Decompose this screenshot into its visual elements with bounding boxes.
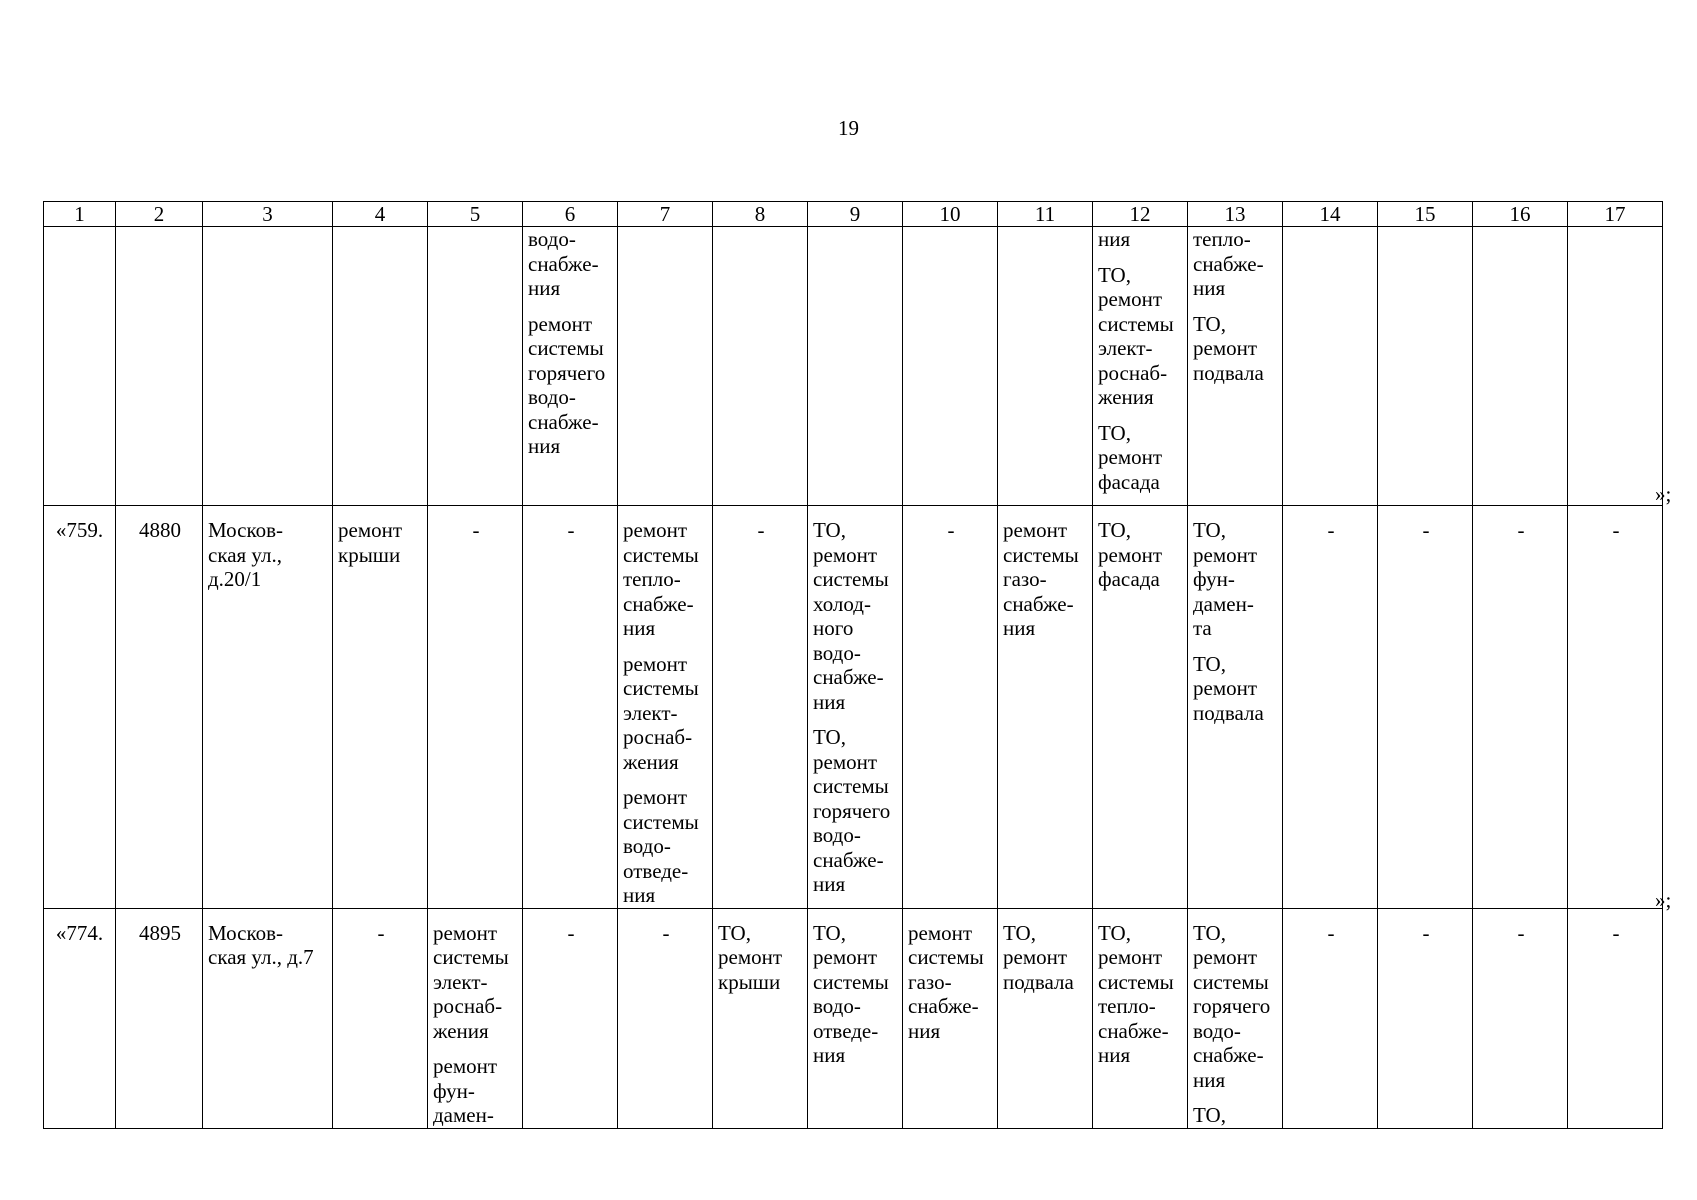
cell-text-block: ТО, ремонт крыши xyxy=(718,920,783,994)
address xyxy=(203,908,333,1128)
repair-schedule-table xyxy=(43,201,1663,1129)
column-header: 7 xyxy=(618,202,713,227)
row-end-quote: »; xyxy=(1655,888,1672,912)
column-header: 5 xyxy=(428,202,523,227)
table-row xyxy=(44,908,1663,1128)
cell-col13 xyxy=(1188,506,1283,909)
cell-text-block: ТО, ремонт системы водо- отведе- ния xyxy=(813,920,889,1067)
row-end-quote: »; xyxy=(1655,482,1672,506)
cell-text-block: ТО, ремонт подвала xyxy=(1003,920,1074,994)
column-header: 17 xyxy=(1568,202,1663,227)
cell-text-block: ТО, ремонт фасада xyxy=(1098,420,1163,494)
cell-text-block: - xyxy=(757,518,765,542)
cell-col10 xyxy=(903,506,998,909)
cell-text-block: ния xyxy=(1098,227,1131,251)
cell-col8 xyxy=(713,908,808,1128)
column-header: 1 xyxy=(44,202,116,227)
column-header: 13 xyxy=(1188,202,1283,227)
cell-text-block: ТО, ремонт фун- дамен- та xyxy=(1193,518,1258,640)
cell-col6 xyxy=(523,506,618,909)
cell-col4 xyxy=(333,908,428,1128)
cell-text-block: ТО, ремонт системы тепло- снабже- ния xyxy=(1098,920,1174,1067)
cell-col9 xyxy=(808,506,903,909)
cell-col14: - xyxy=(1283,506,1378,909)
cell-text-block: Москов- ская ул., д.20/1 xyxy=(208,518,284,591)
cell-col11 xyxy=(998,506,1093,909)
cell-text-block: ТО, ремонт системы горячего водо- снабже- ния xyxy=(813,725,891,896)
cell-col16: - xyxy=(1473,506,1568,909)
cell-col14: - xyxy=(1283,908,1378,1128)
cell-text-block: ремонт системы водо- отведе- ния xyxy=(623,785,699,907)
cell-text-block: - xyxy=(947,518,955,542)
cell-text-block: ТО, ремонт системы холод- ного водо- снабже- ния xyxy=(813,518,889,714)
cell-col9 xyxy=(808,908,903,1128)
cell-text-block: ТО, xyxy=(1193,1103,1226,1127)
cell-col8 xyxy=(713,506,808,909)
column-header: 9 xyxy=(808,202,903,227)
cell-col7 xyxy=(618,506,713,909)
cell-col10 xyxy=(903,908,998,1128)
cell-col6 xyxy=(523,908,618,1128)
cell-col12 xyxy=(1093,908,1188,1128)
cell-text-block: ТО, ремонт фасада xyxy=(1098,518,1163,591)
cell-col17: - xyxy=(1568,908,1663,1128)
cell-col13 xyxy=(1188,908,1283,1128)
cell-text-block: ремонт системы элект- роснаб- жения xyxy=(623,651,699,774)
cell-col11 xyxy=(998,908,1093,1128)
column-header: 11 xyxy=(998,202,1093,227)
column-header: 12 xyxy=(1093,202,1188,227)
cell-text-block: ремонт крыши xyxy=(338,518,403,567)
cell-col12 xyxy=(1093,506,1188,909)
row-number: «759. xyxy=(44,506,116,909)
row-number: «774. xyxy=(44,908,116,1128)
column-header: 6 xyxy=(523,202,618,227)
cell-text-block: Москов- ская ул., д.7 xyxy=(208,920,314,969)
column-header: 4 xyxy=(333,202,428,227)
cell-text-block: - xyxy=(377,920,385,945)
cell-col17: - xyxy=(1568,506,1663,909)
column-header: 3 xyxy=(203,202,333,227)
cell-col13 xyxy=(1188,227,1283,506)
table-row xyxy=(44,506,1663,909)
address xyxy=(203,506,333,909)
cell-text-block: тепло- снабже- ния xyxy=(1193,227,1264,300)
cell-col5 xyxy=(428,908,523,1128)
cell-col12 xyxy=(1093,227,1188,506)
column-number-row xyxy=(44,202,1663,227)
building-code: 4895 xyxy=(116,908,203,1128)
cell-col4 xyxy=(333,506,428,909)
cell-col15: - xyxy=(1378,908,1473,1128)
column-header: 15 xyxy=(1378,202,1473,227)
cell-text-block: ремонт системы газо- снабже- ния xyxy=(1003,518,1079,640)
cell-text-block: ремонт системы элект- роснаб- жения xyxy=(433,920,509,1043)
table-row-continuation xyxy=(44,227,1663,506)
cell-text-block: ремонт системы газо- снабже- ния xyxy=(908,920,984,1043)
cell-text-block: ремонт системы тепло- снабже- ния xyxy=(623,518,699,640)
cell-text-block: - xyxy=(567,518,575,542)
cell-text-block: ремонт фун- дамен- xyxy=(433,1054,498,1127)
page-number: 19 xyxy=(838,116,859,140)
cell-text-block: ТО, ремонт системы элект- роснаб- жения xyxy=(1098,262,1174,409)
cell-col16: - xyxy=(1473,908,1568,1128)
cell-text-block: - xyxy=(567,920,575,945)
cell-col15: - xyxy=(1378,506,1473,909)
cell-text-block: водо- снабже- ния xyxy=(528,227,599,300)
cell-text-block: - xyxy=(662,920,670,945)
cell-col6 xyxy=(523,227,618,506)
cell-text-block: ремонт системы горячего водо- снабже- ния xyxy=(528,311,606,458)
column-header: 2 xyxy=(116,202,203,227)
cell-col7 xyxy=(618,908,713,1128)
column-header: 10 xyxy=(903,202,998,227)
cell-text-block: - xyxy=(472,518,480,542)
column-header: 14 xyxy=(1283,202,1378,227)
cell-text-block: ТО, ремонт системы горячего водо- снабже- ния xyxy=(1193,920,1271,1092)
column-header: 8 xyxy=(713,202,808,227)
cell-text-block: ТО, ремонт подвала xyxy=(1193,311,1264,385)
cell-text-block: ТО, ремонт подвала xyxy=(1193,651,1264,725)
cell-col5 xyxy=(428,506,523,909)
column-header: 16 xyxy=(1473,202,1568,227)
building-code: 4880 xyxy=(116,506,203,909)
